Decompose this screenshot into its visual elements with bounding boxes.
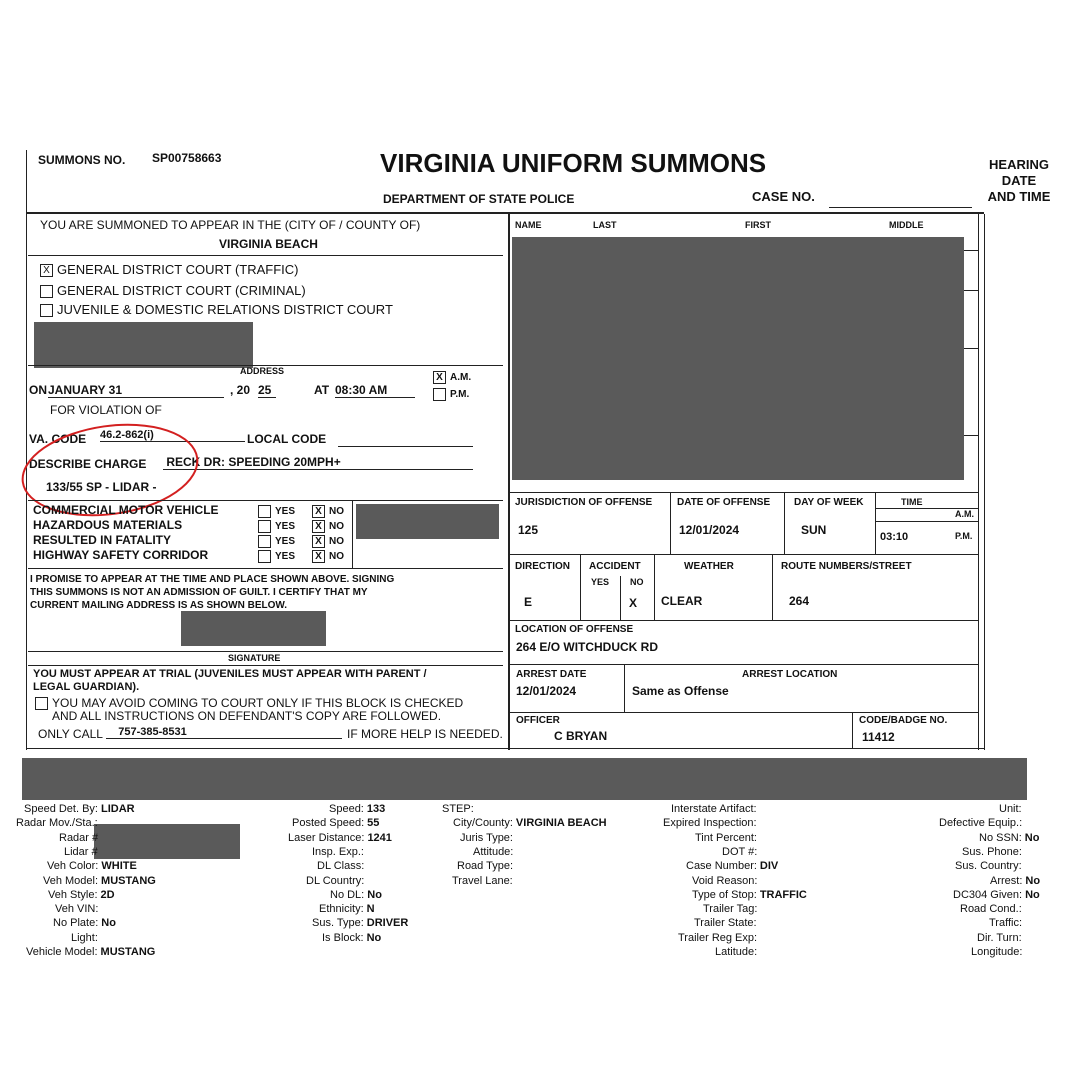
redacted-court-address xyxy=(34,322,253,368)
flag-hazmat-yes[interactable] xyxy=(258,520,271,533)
rule xyxy=(510,664,979,665)
detail-key: Sus. Type: xyxy=(312,917,364,930)
date-offense-label: DATE OF OFFENSE xyxy=(677,497,771,508)
flag-cmv-label: COMMERCIAL MOTOR VEHICLE xyxy=(33,503,219,517)
detail-value: LIDAR xyxy=(101,803,135,815)
detail-value: No xyxy=(101,917,116,930)
court-option-juvenile: JUVENILE & DOMESTIC RELATIONS DISTRICT COURT xyxy=(40,302,393,317)
rule xyxy=(28,500,503,501)
detail-key: DL Country: xyxy=(306,874,365,887)
rule-stub xyxy=(964,435,978,436)
hearing-time: 08:30 AM xyxy=(335,383,415,398)
hearing-date-label: HEARING DATE AND TIME xyxy=(987,157,1051,204)
detail-key: Speed: xyxy=(329,803,364,815)
detail-key: Speed Det. By: xyxy=(24,803,98,815)
arrest-date-label: ARREST DATE xyxy=(516,669,587,680)
detail-field xyxy=(990,875,1040,887)
form-right-inner-border xyxy=(978,214,979,750)
form-center-divider xyxy=(508,214,510,750)
detail-key: Posted Speed: xyxy=(292,817,365,830)
detail-key: Road Type: xyxy=(457,860,514,873)
detail-field xyxy=(48,889,115,901)
checkbox-criminal[interactable] xyxy=(40,285,53,298)
detail-key: Traffic: xyxy=(989,917,1023,930)
detail-value: VIRGINIA BEACH xyxy=(515,817,607,830)
flags-no-column: X NO X NO X NO X NO xyxy=(312,504,344,564)
redacted-radar-lidar xyxy=(94,824,240,859)
violation-label: FOR VIOLATION OF xyxy=(50,403,162,417)
charge-description-line2: 133/55 SP - LIDAR - xyxy=(46,480,157,494)
detail-field xyxy=(26,946,155,958)
flag-hazmat-label: HAZARDOUS MATERIALS xyxy=(33,518,183,532)
divider xyxy=(772,554,773,620)
detail-field xyxy=(71,932,101,944)
direction-value: E xyxy=(524,595,533,609)
detail-key: Unit: xyxy=(999,803,1022,815)
divider xyxy=(580,554,581,620)
am-option: X A.M. xyxy=(433,371,471,384)
detail-field xyxy=(329,803,385,815)
detail-field xyxy=(43,875,156,887)
detail-value: No xyxy=(1024,831,1040,844)
detail-key: Juris Type: xyxy=(460,831,513,844)
avoid-court-checkbox[interactable] xyxy=(35,697,48,710)
detail-value: DRIVER xyxy=(366,917,409,930)
detail-key: Veh Style: xyxy=(48,888,98,901)
day-of-week-label: DAY OF WEEK xyxy=(794,497,864,508)
detail-key: Travel Lane: xyxy=(452,874,513,887)
divider xyxy=(852,712,853,748)
time-value: 03:10 xyxy=(880,531,909,543)
arrest-location-value: Same as Offense xyxy=(632,684,729,698)
detail-key: Light: xyxy=(71,931,98,944)
va-code: 46.2-862(i) xyxy=(100,429,245,442)
rule-stub xyxy=(964,348,978,349)
date-offense-value: 12/01/2024 xyxy=(679,523,740,537)
accident-no-label: NO xyxy=(630,577,644,587)
detail-field xyxy=(962,846,1025,858)
detail-field xyxy=(663,817,760,829)
detail-key: No SSN: xyxy=(979,831,1022,844)
detail-field xyxy=(312,846,367,858)
detail-field xyxy=(460,832,516,844)
detail-key: City/County: xyxy=(453,817,513,830)
time-am-label: A.M. xyxy=(955,509,974,519)
arrest-location-label: ARREST LOCATION xyxy=(742,669,838,680)
flag-corridor-no[interactable]: X xyxy=(312,550,325,563)
divider xyxy=(670,492,671,554)
detail-field xyxy=(442,803,477,815)
divider xyxy=(784,492,785,554)
detail-field xyxy=(457,860,516,872)
detail-key: Arrest: xyxy=(990,874,1023,887)
flags-labels xyxy=(33,503,219,563)
rule xyxy=(510,712,979,713)
detail-value: No xyxy=(1025,888,1040,901)
detail-key: Interstate Artifact: xyxy=(671,803,757,815)
flag-fatality-yes[interactable] xyxy=(258,535,271,548)
on-label: ON xyxy=(29,383,47,397)
detail-field xyxy=(59,832,101,844)
detail-field xyxy=(977,932,1025,944)
detail-value: 1241 xyxy=(367,831,392,844)
weather-value: CLEAR xyxy=(661,594,703,608)
detail-key: Insp. Exp.: xyxy=(312,845,364,858)
detail-field xyxy=(953,889,1040,901)
time-label: TIME xyxy=(901,497,923,507)
first-name-label: FIRST xyxy=(745,220,771,230)
direction-label: DIRECTION xyxy=(515,561,570,572)
department-label: DEPARTMENT OF STATE POLICE xyxy=(383,192,575,206)
pm-option: P.M. xyxy=(433,388,469,401)
pm-checkbox[interactable] xyxy=(433,388,446,401)
case-no-label: CASE NO. xyxy=(752,189,815,204)
signature-label: SIGNATURE xyxy=(228,653,281,663)
detail-key: DOT #: xyxy=(722,845,758,858)
detail-key: Trailer Reg Exp: xyxy=(678,931,758,944)
help-text: IF MORE HELP IS NEEDED. xyxy=(347,727,503,741)
detail-field xyxy=(16,817,101,829)
detail-field xyxy=(64,846,101,858)
year-prefix: , 20 xyxy=(230,383,251,397)
detail-field xyxy=(678,932,760,944)
detail-value: WHITE xyxy=(101,860,137,873)
detail-key: Trailer Tag: xyxy=(703,903,758,916)
form-right-border xyxy=(984,214,985,750)
redacted-defendant-info xyxy=(512,237,964,480)
officer-value: C BRYAN xyxy=(554,729,608,743)
rule-stub xyxy=(964,290,978,291)
help-phone: 757-385-8531 xyxy=(106,726,342,739)
detail-field xyxy=(692,875,760,887)
form-top-rule xyxy=(26,212,984,214)
detail-key: Laser Distance: xyxy=(288,831,365,844)
detail-value: No xyxy=(366,931,382,944)
rule xyxy=(510,492,979,493)
summons-no: SP00758663 xyxy=(152,151,222,165)
divider xyxy=(654,554,655,620)
detail-value: 133 xyxy=(366,803,386,815)
detail-key: Radar Mov./Sta.: xyxy=(16,817,98,830)
hearing-year: 25 xyxy=(258,383,276,398)
hearing-date: JANUARY 31 xyxy=(48,383,224,398)
detail-key: Longitude: xyxy=(971,946,1023,958)
detail-field xyxy=(319,903,375,915)
detail-field xyxy=(960,903,1025,915)
detail-key: Void Reason: xyxy=(692,874,758,887)
rule xyxy=(875,521,979,522)
detail-value: 2D xyxy=(100,888,115,901)
va-code-label: VA. CODE xyxy=(29,432,87,446)
court-option-criminal: GENERAL DISTRICT COURT (CRIMINAL) xyxy=(40,283,306,298)
detail-key: Attitude: xyxy=(473,845,514,858)
detail-field xyxy=(47,860,137,872)
rule xyxy=(28,568,503,569)
detail-key: Case Number: xyxy=(686,860,757,873)
signature-line xyxy=(28,651,503,652)
rule-stub xyxy=(964,250,978,251)
detail-field xyxy=(452,875,516,887)
case-no-line xyxy=(829,207,972,208)
detail-key: Tint Percent: xyxy=(695,831,757,844)
detail-key: No Plate: xyxy=(53,917,99,930)
form-title: VIRGINIA UNIFORM SUMMONS xyxy=(380,148,767,178)
redacted-signature xyxy=(181,611,326,646)
detail-field xyxy=(955,860,1025,872)
detail-field xyxy=(999,803,1025,815)
detail-key: Dir. Turn: xyxy=(977,931,1022,944)
rule xyxy=(510,620,979,621)
local-code-label: LOCAL CODE xyxy=(247,432,327,446)
detail-key: Lidar # xyxy=(64,845,98,858)
route-value: 264 xyxy=(789,594,810,608)
divider xyxy=(624,664,625,712)
redacted-flags-area xyxy=(356,504,499,539)
checkbox-juvenile[interactable] xyxy=(40,304,53,317)
local-code-line xyxy=(338,446,473,447)
detail-key: Veh Model: xyxy=(43,874,99,887)
detail-field xyxy=(722,846,760,858)
route-label: ROUTE NUMBERS/STREET xyxy=(781,561,912,572)
detail-key: Defective Equip.: xyxy=(939,817,1023,830)
at-label: AT xyxy=(314,383,330,397)
redacted-band xyxy=(22,758,1027,800)
detail-key: DC304 Given: xyxy=(953,888,1023,901)
detail-value: TRAFFIC xyxy=(759,888,807,901)
badge-value: 11412 xyxy=(862,730,895,744)
detail-field xyxy=(312,917,408,929)
detail-field xyxy=(971,946,1025,958)
detail-value: No xyxy=(1025,874,1041,887)
promise-text: I PROMISE TO APPEAR AT THE TIME AND PLACE SHOWN ABOVE. SIGNING THIS SUMMONS IS NOT AN ADMISSION OF GUILT. I CERTIFY THAT MY CURRENT MAILING ADDRESS IS AS SHOWN BELOW. xyxy=(30,574,395,611)
flag-corridor-label: HIGHWAY SAFETY CORRIDOR xyxy=(33,548,209,562)
accident-label: ACCIDENT xyxy=(589,561,641,572)
only-call-label: ONLY CALL xyxy=(38,727,103,741)
detail-key: Trailer State: xyxy=(694,917,757,930)
detail-key: DL Class: xyxy=(317,860,365,873)
checkbox-traffic[interactable]: X xyxy=(40,264,53,277)
detail-field xyxy=(53,917,116,929)
form-bottom-rule xyxy=(26,748,984,749)
detail-field xyxy=(317,860,367,872)
detail-value: MUSTANG xyxy=(100,946,156,958)
middle-name-label: MIDDLE xyxy=(889,220,924,230)
detail-field xyxy=(989,917,1025,929)
detail-value: MUSTANG xyxy=(101,874,156,887)
time-pm-label: P.M. xyxy=(955,531,973,541)
detail-field xyxy=(292,817,379,829)
flag-corridor-yes[interactable] xyxy=(258,550,271,563)
flag-fatality-label: RESULTED IN FATALITY xyxy=(33,533,171,547)
flag-hazmat-no[interactable]: X xyxy=(312,520,325,533)
detail-field xyxy=(55,903,101,915)
describe-charge-label: DESCRIBE CHARGE xyxy=(29,457,147,471)
detail-value: DIV xyxy=(759,860,779,873)
name-label: NAME xyxy=(515,220,542,230)
day-of-week-value: SUN xyxy=(801,523,827,537)
accident-yes-label: YES xyxy=(591,577,610,587)
jurisdiction-name: VIRGINIA BEACH xyxy=(219,237,318,251)
officer-label: OFFICER xyxy=(516,715,560,726)
address-label: ADDRESS xyxy=(240,366,285,376)
flags-divider xyxy=(352,500,353,568)
detail-field xyxy=(330,889,382,901)
detail-key: Vehicle Model: xyxy=(26,946,98,958)
detail-key: Is Block: xyxy=(322,931,364,944)
charge-description: RECK DR: SPEEDING 20MPH+ xyxy=(163,455,473,470)
detail-field xyxy=(695,832,760,844)
detail-field xyxy=(686,860,778,872)
detail-field xyxy=(288,832,392,844)
detail-field xyxy=(692,889,807,901)
detail-key: Latitude: xyxy=(715,946,758,958)
detail-key: Type of Stop: xyxy=(692,888,757,901)
arrest-date-value: 12/01/2024 xyxy=(516,684,577,698)
jurisdiction-offense-label: JURISDICTION OF OFFENSE xyxy=(515,497,653,508)
badge-label: CODE/BADGE NO. xyxy=(859,715,948,726)
detail-value: No xyxy=(367,888,382,901)
detail-key: Sus. Country: xyxy=(955,860,1022,873)
detail-field xyxy=(473,846,516,858)
detail-key: No DL: xyxy=(330,888,365,901)
summoned-text: YOU ARE SUMMONED TO APPEAR IN THE (CITY OF / COUNTY OF) xyxy=(40,218,421,232)
detail-field xyxy=(979,832,1039,844)
detail-key: STEP: xyxy=(442,803,474,815)
detail-field xyxy=(671,803,760,815)
accident-no-mark: X xyxy=(629,596,638,610)
detail-value: N xyxy=(366,903,375,916)
detail-key: Ethnicity: xyxy=(319,903,364,916)
detail-key: Expired Inspection: xyxy=(663,817,757,830)
detail-key: Sus. Phone: xyxy=(962,845,1022,858)
flag-cmv-no[interactable]: X xyxy=(312,505,325,518)
detail-field xyxy=(322,932,381,944)
detail-field xyxy=(715,946,760,958)
detail-key: Veh VIN: xyxy=(55,903,99,916)
weather-label: WEATHER xyxy=(684,561,734,572)
detail-field xyxy=(694,917,760,929)
detail-field xyxy=(306,875,367,887)
court-option-traffic: X GENERAL DISTRICT COURT (TRAFFIC) xyxy=(40,262,298,277)
detail-key: Veh Color: xyxy=(47,860,99,873)
rule xyxy=(28,255,503,256)
detail-key: Radar # xyxy=(59,831,99,844)
trial-notice: YOU MUST APPEAR AT TRIAL (JUVENILES MUST APPEAR WITH PARENT / LEGAL GUARDIAN). xyxy=(33,668,427,693)
am-checkbox[interactable]: X xyxy=(433,371,446,384)
avoid-court-notice: YOU MAY AVOID COMING TO COURT ONLY IF THIS BLOCK IS CHECKED AND ALL INSTRUCTIONS ON DEFENDANT'S COPY ARE FOLLOWED. xyxy=(35,697,463,723)
flag-cmv-yes[interactable] xyxy=(258,505,271,518)
location-value: 264 E/O WITCHDUCK RD xyxy=(516,640,659,654)
detail-value: 55 xyxy=(367,817,380,830)
detail-key: Road Cond.: xyxy=(960,903,1022,916)
detail-field xyxy=(939,817,1025,829)
detail-field xyxy=(453,817,607,829)
summons-no-label: SUMMONS NO. xyxy=(38,153,126,167)
detail-field xyxy=(703,903,760,915)
divider xyxy=(875,492,876,554)
location-label: LOCATION OF OFFENSE xyxy=(515,624,634,635)
divider xyxy=(620,576,621,620)
rule xyxy=(28,665,503,666)
last-name-label: LAST xyxy=(593,220,617,230)
flag-fatality-no[interactable]: X xyxy=(312,535,325,548)
flags-yes-column: YES YES YES YES xyxy=(258,504,295,564)
detail-field xyxy=(24,803,135,815)
jurisdiction-offense-value: 125 xyxy=(518,523,539,537)
